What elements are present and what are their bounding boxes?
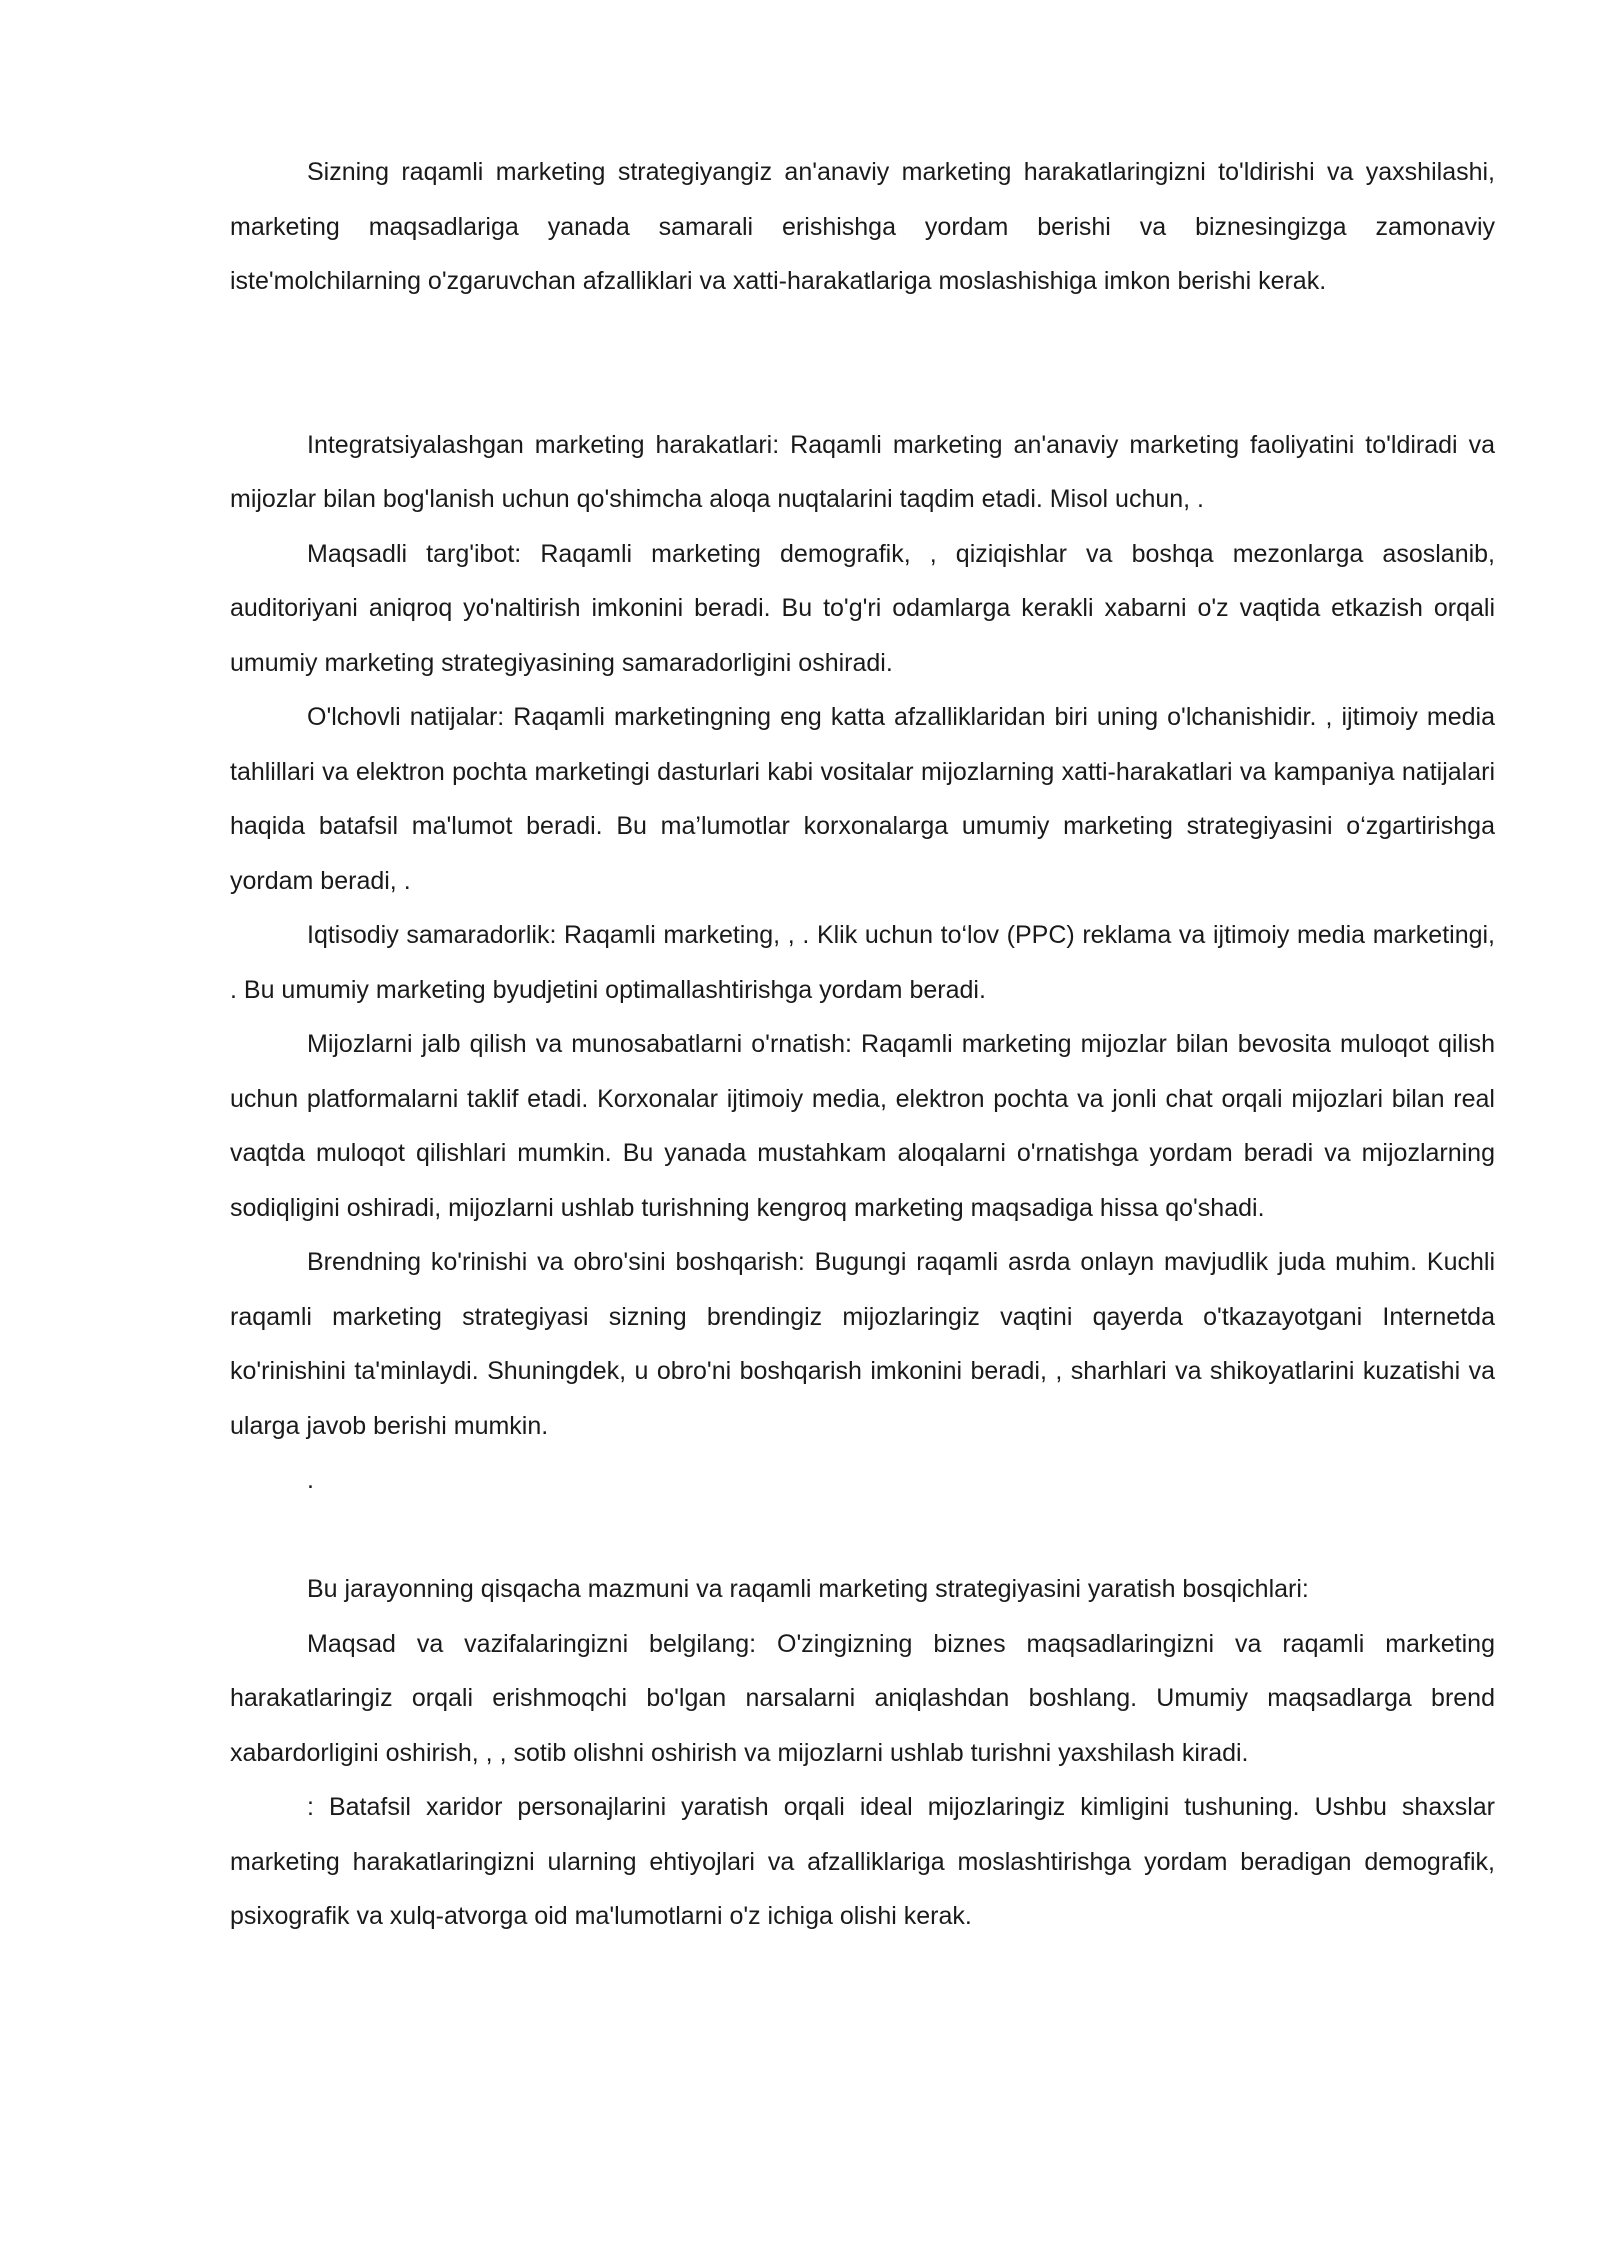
paragraph-measurable-results: O'lchovli natijalar: Raqamli marketingning eng katta afzalliklaridan biri uning o'lchanishidir. , ijtimoiy media tahlillari va elektron pochta marketingi dasturlari kabi vositalar mijozlarning xatti-harakatlari va kampaniya natijalari haqida batafsil ma'lumot beradi. Bu ma’lumotlar korxonalarga umumiy marketing strategiyasini o‘zgartirishga yordam beradi, .	[230, 703, 1495, 895]
paragraph-targeted-promotion: Maqsadli targ'ibot: Raqamli marketing demografik, , qiziqishlar va boshqa mezonlarga asoslanib, auditoriyani aniqroq yo'naltirish imkonini beradi. Bu to'g'ri odamlarga kerakli xabarni o'z vaqtida etkazish orqali umumiy marketing strategiyasining samaradorligini oshiradi.	[230, 539, 1495, 677]
paragraph-cost-efficiency: Iqtisodiy samaradorlik: Raqamli marketing, , . Klik uchun to‘lov (PPC) reklama va ijtimoiy media marketingi, . Bu umumiy marketing byudjetini optimallashtirishga yordam beradi.	[230, 921, 1495, 1004]
paragraph-goals: Maqsad va vazifalaringizni belgilang: O'zingizning biznes maqsadlaringizni va raqamli marketing harakatlaringiz orqali erishmoqchi bo'lgan narsalarni aniqlashdan boshlang. Umumiy maqsadlarga brend xabardorligini oshirish, , , sotib olishni oshirish va mijozlarni ushlab turishni yaxshilash kiradi.	[230, 1629, 1495, 1767]
blank-line	[230, 1508, 1495, 1563]
document-page	[230, 145, 1495, 1944]
blank-line	[230, 309, 1495, 364]
paragraph-process-summary: Bu jarayonning qisqacha mazmuni va raqamli marketing strategiyasini yaratish bosqichlari:	[307, 1575, 1309, 1603]
paragraph-intro: Sizning raqamli marketing strategiyangiz an'anaviy marketing harakatlaringizni to'ldirishi va yaxshilashi, marketing maqsadlariga yanada samarali erishishga yordam berishi va biznesingizga zamonaviy iste'molchilarning o'zgaruvchan afzalliklari va xatti-harakatlariga moslashishiga imkon berishi kerak.	[230, 158, 1495, 295]
blank-line	[230, 363, 1495, 418]
paragraph-integrated-marketing: Integratsiyalashgan marketing harakatlari: Raqamli marketing an'anaviy marketing faoliyatini to'ldiradi va mijozlar bilan bog'lanish uchun qo'shimcha aloqa nuqtalarini taqdim etadi. Misol uchun, .	[230, 430, 1495, 513]
paragraph-buyer-personas: : Batafsil xaridor personajlarini yaratish orqali ideal mijozlaringiz kimligini tushuning. Ushbu shaxslar marketing harakatlaringizni ularning ehtiyojlari va afzalliklariga moslashtirishga yordam beradigan demografik, psixografik va xulq-atvorga oid ma'lumotlarni o'z ichiga olishi kerak.	[230, 1793, 1495, 1930]
paragraph-customer-engagement: Mijozlarni jalb qilish va munosabatlarni o'rnatish: Raqamli marketing mijozlar bilan bevosita muloqot qilish uchun platformalarni taklif etadi. Korxonalar ijtimoiy media, elektron pochta va jonli chat orqali mijozlari bilan real vaqtda muloqot qilishlari mumkin. Bu yanada mustahkam aloqalarni o'rnatishga yordam beradi va mijozlarning sodiqligini oshiradi, mijozlarni ushlab turishning kengroq marketing maqsadiga hissa qo'shadi.	[230, 1030, 1495, 1222]
paragraph-brand-reputation: Brendning ko'rinishi va obro'sini boshqarish: Bugungi raqamli asrda onlayn mavjudlik juda muhim. Kuchli raqamli marketing strategiyasi sizning brendingiz mijozlaringiz vaqtini qayerda o'tkazayotgani Internetda ko'rinishini ta'minlaydi. Shuningdek, u obro'ni boshqarish imkonini beradi, , sharhlari va shikoyatlarini kuzatishi va ularga javob berishi mumkin.	[230, 1248, 1495, 1440]
paragraph-dot: .	[307, 1466, 314, 1494]
